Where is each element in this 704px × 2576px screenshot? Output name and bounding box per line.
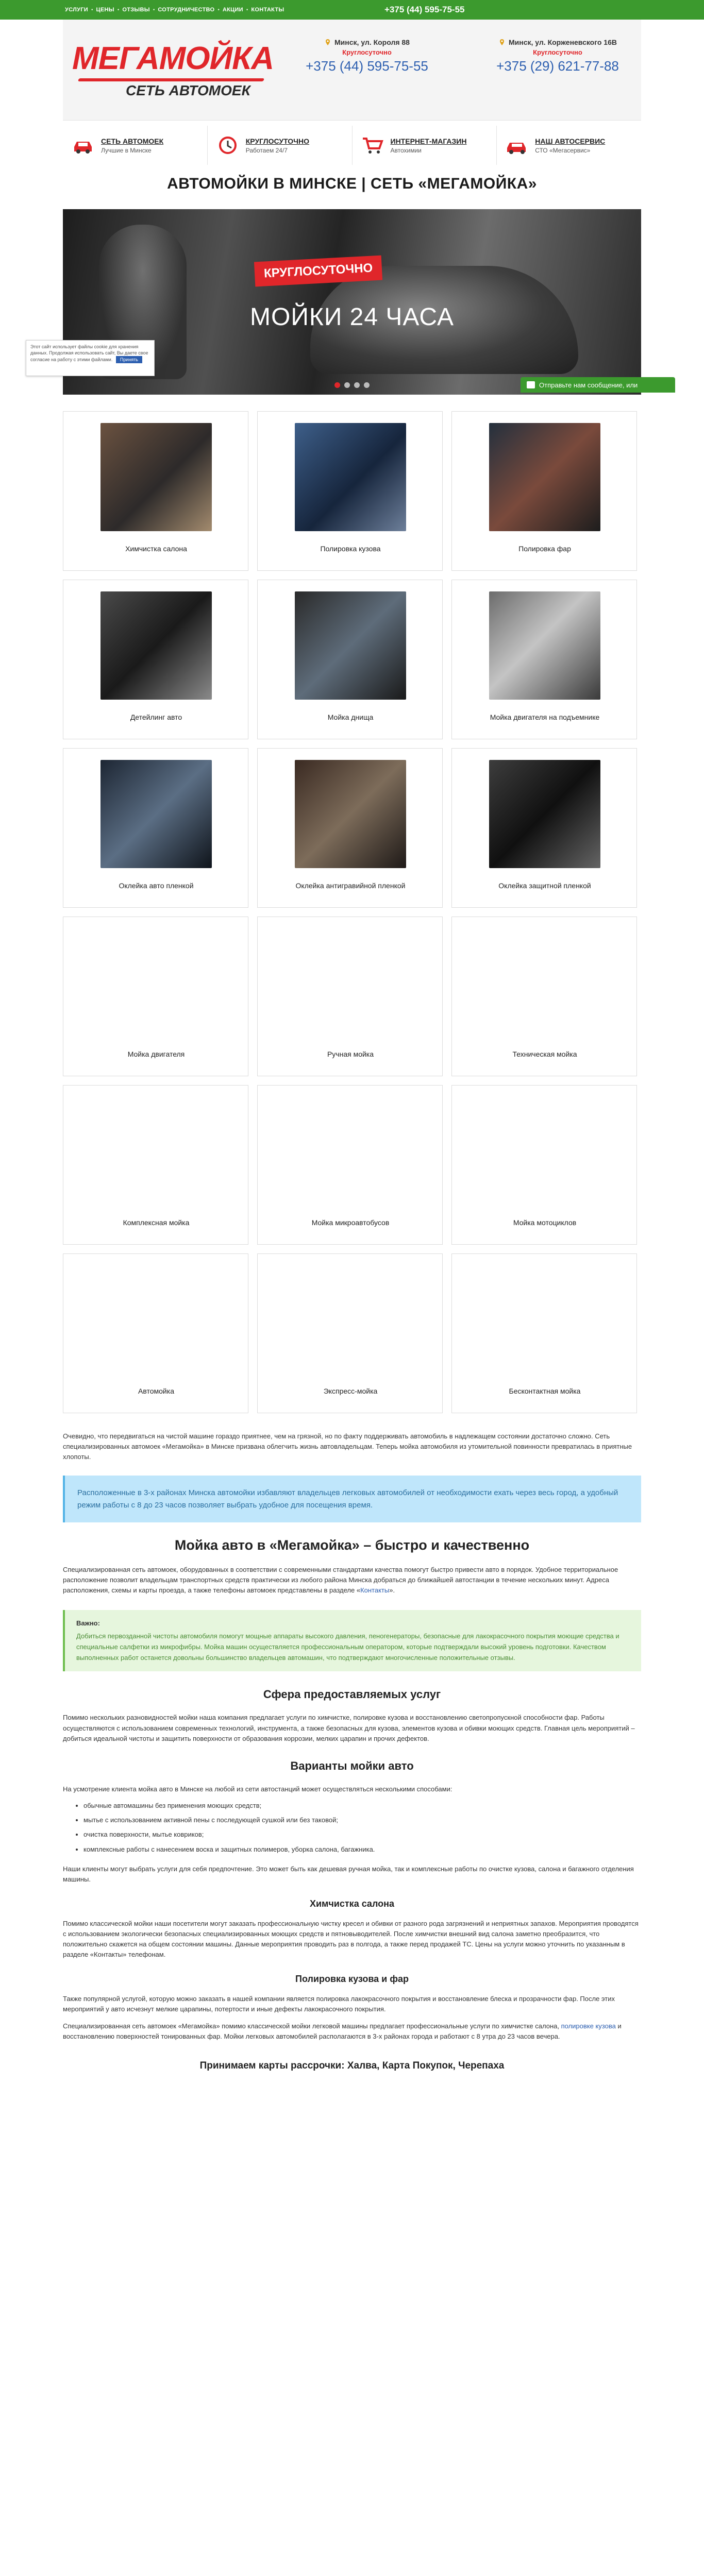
feature-car-wash-network[interactable] [63, 126, 208, 165]
service-card[interactable] [63, 917, 248, 1076]
list-item: • очистка поверхности, мытье ковриков; [83, 1829, 641, 1840]
chat-icon [527, 381, 535, 388]
article-paragraph: Специализированная сеть автомоек, оборудованных в соответствии с современными стандартами качества помогут быстро привести авто в порядок. Удобное территориальное расположение позволит владельцам транспортных средств практически из любого района Минска добраться до ближайшей автостанции в течение нескольких минут. Адреса расположения, схемы и карты проезда, а также телефоны автомоек представлены в разделе «Контакты». [63, 1565, 618, 1595]
location-pin-icon [498, 39, 506, 46]
service-photo [100, 591, 212, 700]
page-title: АВТОМОЙКИ В МИНСКЕ | СЕТЬ «МЕГАМОЙКА» [167, 175, 537, 192]
service-photo [295, 591, 406, 700]
feature-car-service[interactable] [497, 126, 641, 165]
service-card[interactable] [257, 1085, 443, 1245]
header-address-2-phone[interactable]: +375 (29) 621-77-88 [496, 58, 619, 74]
service-title: Химчистка салона [125, 545, 187, 553]
service-card[interactable] [451, 748, 637, 908]
service-photo [100, 423, 212, 531]
slide-title: МОЙКИ 24 ЧАСА [250, 303, 454, 331]
slider-dot[interactable] [334, 382, 340, 388]
service-card[interactable] [257, 580, 443, 739]
top-nav-cooperation[interactable]: СОТРУДНИЧЕСТВО [158, 7, 215, 13]
article-paragraph: Специализированная сеть автомоек «Мегамойка» помимо классической мойки легковой машины предлагает профессиональные услуги по химчистке салона, полировке кузова и восстановлению поверхностей тонированных фар. Мойки легковых автомобилей располагаются в 3-х районах города и работают с 8 утра до 23 часов вечера. [63, 2022, 622, 2040]
article-paragraph: Помимо нескольких разновидностей мойки наша компания предлагает услуги по химчистке, полировке кузова и восстановлению светопропускной способности фар. Работы осуществляются с использованием современных технологий, инструмента, а также безопасных для кузова, элементов кузова и обивки моющих средств. Главная цель мероприятий – добиться идеальной чистоты и защитить поверхности от образования коррозии, мелких царапин и прочих дефектов. [63, 1714, 635, 1742]
service-photo [295, 760, 406, 868]
slider-dot[interactable] [354, 382, 360, 388]
chat-label: Отправьте нам сообщение, или [539, 381, 638, 389]
logo[interactable] [63, 31, 290, 113]
service-card[interactable] [257, 1253, 443, 1413]
service-title: Техническая мойка [512, 1050, 577, 1058]
slide-badge: КРУГЛОСУТОЧНО [254, 256, 383, 287]
top-nav-prices[interactable]: ЦЕНЫ [96, 7, 114, 13]
slider-dot[interactable] [344, 382, 350, 388]
service-title: Комплексная мойка [123, 1218, 190, 1227]
article-intro: Очевидно, что передвигаться на чистой машине гораздо приятнее, чем на грязной, но по факту поддерживать автомобиль в надлежащем состоянии достаточно сложно. Сеть специализированных автомоек «Мегамойка» в Минске призвана облегчить жизнь автовладельцам. Теперь мойка автомобиля из утомительной повинности превратилась в приятные хлопоты. [63, 1432, 632, 1461]
article [63, 1431, 641, 2073]
top-nav-reviews[interactable]: ОТЗЫВЫ [122, 7, 150, 13]
header-address-1 [295, 38, 439, 74]
list-item: • мытье с использованием активной пены с последующей сушкой или без таковой; [83, 1815, 641, 1825]
service-photo [489, 423, 600, 531]
feature-title: НАШ АВТОСЕРВИС [535, 137, 606, 145]
car-service-icon [505, 135, 529, 155]
service-photo [489, 591, 600, 700]
installment-cards: Принимаем карты рассрочки: Халва, Карта Покупок, Черепаха [199, 2060, 505, 2071]
header-address-2-hours: Круглосуточно [533, 48, 582, 56]
service-card[interactable] [451, 1085, 637, 1245]
cookie-text: Этот сайт использует файлы cookie для хранения данных. Продолжая использовать сайт, Вы даете свое согласие на работу с этими файлами. [30, 344, 148, 363]
service-photo [295, 423, 406, 531]
info-box-title: Важно: [76, 1619, 100, 1628]
info-box-green [63, 1610, 641, 1671]
service-title: Детейлинг авто [130, 713, 182, 721]
feature-title: СЕТЬ АВТОМОЕК [101, 137, 164, 145]
service-card[interactable] [451, 917, 637, 1076]
service-card[interactable] [63, 411, 248, 571]
service-card[interactable] [257, 748, 443, 908]
logo-swoosh [78, 78, 264, 81]
article-paragraph: Наши клиенты могут выбрать услуги для себя предпочтение. Это может быть как дешевая ручная мойка, так и комплексные работы по очистке кузова, салона и багажного отделения машины. [63, 1865, 634, 1883]
service-title: Оклейка антигравийной пленкой [295, 882, 406, 890]
service-title: Бесконтактная мойка [509, 1387, 581, 1395]
article-subheading-services: Сфера предоставляемых услуг [263, 1688, 441, 1701]
feature-subtitle: СТО «Мегасервис» [535, 146, 591, 154]
service-card[interactable] [257, 411, 443, 571]
feature-subtitle: Лучшие в Минске [101, 146, 152, 154]
feature-title: КРУГЛОСУТОЧНО [245, 137, 310, 145]
article-paragraph: Также популярной услугой, которую можно заказать в нашей компании является полировка лакокрасочного покрытия и восстановление блеска и прозрачности фар. После этих мероприятий у авто исчезнут мелкие царапины, потертости и иные дефекты лакокрасочного покрытия. [63, 1995, 615, 2013]
features-strip [63, 126, 641, 165]
feature-online-shop[interactable] [353, 126, 497, 165]
service-photo [489, 760, 600, 868]
service-card[interactable] [451, 1253, 637, 1413]
service-title: Оклейка авто пленкой [119, 882, 194, 890]
service-title: Полировка фар [518, 545, 571, 553]
logo-title: МЕГАМОЙКА [72, 41, 274, 76]
article-subheading-variants: Варианты мойки авто [290, 1759, 414, 1772]
polishing-link[interactable]: полировке кузова [561, 2022, 616, 2030]
article-subheading-polish: Полировка кузова и фар [295, 1974, 409, 1985]
clock-icon [216, 135, 240, 155]
header [63, 20, 641, 121]
top-nav-services[interactable]: УСЛУГИ [65, 7, 89, 13]
header-address-1-phone[interactable]: +375 (44) 595-75-55 [306, 58, 428, 74]
feature-24-7[interactable] [208, 126, 353, 165]
top-bar [0, 0, 704, 20]
service-photo [100, 760, 212, 868]
service-title: Автомойка [138, 1387, 174, 1395]
info-box-text: Добиться первозданной чистоты автомобиля помогут мощные аппараты высокого давления, пеногенераторы, безопасные для лакокрасочного покрытия моющие средства и специальные салфетки из микрофибры. Мойка машин осуществляется профессиональным оператором, которые подтверждали высокий уровень подготовки. Качеством выполненных работ останется довольны большинство владельцев автомашин, что подтверждают многочисленные положительные отзывы. [76, 1632, 619, 1662]
chat-widget[interactable] [521, 377, 675, 393]
wash-variants-list [83, 1801, 641, 1855]
service-title: Полировка кузова [320, 545, 381, 553]
list-item: • комплексные работы с нанесением воска и защитных полимеров, уборка салона, багажника. [83, 1844, 641, 1855]
service-card[interactable] [63, 1253, 248, 1413]
location-pin-icon [324, 39, 331, 46]
services-grid [63, 411, 641, 1413]
header-address-2 [485, 38, 630, 74]
cookie-notice [26, 340, 155, 376]
service-title: Мойка днища [327, 713, 374, 721]
logo-subtitle: СЕТЬ АВТОМОЕК [126, 82, 250, 98]
article-subheading-cleaning: Химчистка салона [309, 1898, 395, 1909]
header-address-1-hours: Круглосуточно [342, 48, 392, 56]
service-title: Мойка мотоциклов [513, 1218, 577, 1227]
article-paragraph: Помимо классической мойки наши посетители могут заказать профессиональную чистку кресел и обивки от разного рода загрязнений и неприятных запахов. Мероприятия проводятся с использованием экологически безопасных специализированных моющих средств и пятновыводителей. После химчистки внешний вид салона заметно преобразится, что положительно скажется на общем состоянии машины. Данные мероприятия проводить раз в полгода, а также перед продажей ТС. Цены на услуги можно уточнить по указанным в разделе «Контакты» телефонам. [63, 1919, 639, 1959]
slider-dot[interactable] [364, 382, 370, 388]
cookie-accept-button[interactable]: Принять [116, 356, 142, 363]
top-phone[interactable]: +375 (44) 595-75-55 [384, 5, 465, 14]
header-address-2-text: Минск, ул. Корженевского 16В [509, 38, 617, 46]
service-card[interactable] [451, 580, 637, 739]
top-nav-contacts[interactable]: КОНТАКТЫ [251, 7, 284, 13]
service-title: Мойка микроавтобусов [311, 1218, 390, 1227]
service-card[interactable] [451, 411, 637, 571]
feature-subtitle: Работаем 24/7 [245, 146, 288, 154]
service-title: Оклейка защитной пленкой [498, 882, 591, 890]
car-icon [71, 135, 95, 155]
service-title: Экспресс-мойка [323, 1387, 378, 1395]
service-title: Ручная мойка [327, 1050, 374, 1058]
feature-subtitle: Автохимии [390, 146, 422, 154]
top-nav: УСЛУГИ • ЦЕНЫ • ОТЗЫВЫ • СОТРУДНИЧЕСТВО • АКЦИИ • КОНТАКТЫ [65, 7, 284, 13]
cart-icon [361, 135, 384, 155]
service-title: Мойка двигателя на подъемнике [490, 713, 600, 721]
article-paragraph: На усмотрение клиента мойка авто в Минске на любой из сети автостанций может осуществляться несколькими способами: [63, 1785, 452, 1793]
info-box-blue: Расположенные в 3-х районах Минска автомойки избавляют владельцев легковых автомобилей от необходимости ехать через весь город, а удобный режим работы с 8 до 23 часов позволяет выбрать удобное для посещения время. [63, 1476, 641, 1522]
list-item: • обычные автомашины без применения моющих средств; [83, 1801, 641, 1811]
contacts-link[interactable]: Контакты [360, 1586, 390, 1595]
service-card[interactable] [63, 1085, 248, 1245]
header-address-1-text: Минск, ул. Короля 88 [334, 38, 410, 46]
service-card[interactable] [63, 580, 248, 739]
article-heading: Мойка авто в «Мегамойка» – быстро и качественно [174, 1537, 530, 1553]
service-title: Мойка двигателя [127, 1050, 185, 1058]
service-card[interactable] [63, 748, 248, 908]
service-card[interactable] [257, 917, 443, 1076]
top-nav-promotions[interactable]: АКЦИИ [222, 7, 243, 13]
feature-title: ИНТЕРНЕТ-МАГАЗИН [390, 137, 467, 145]
